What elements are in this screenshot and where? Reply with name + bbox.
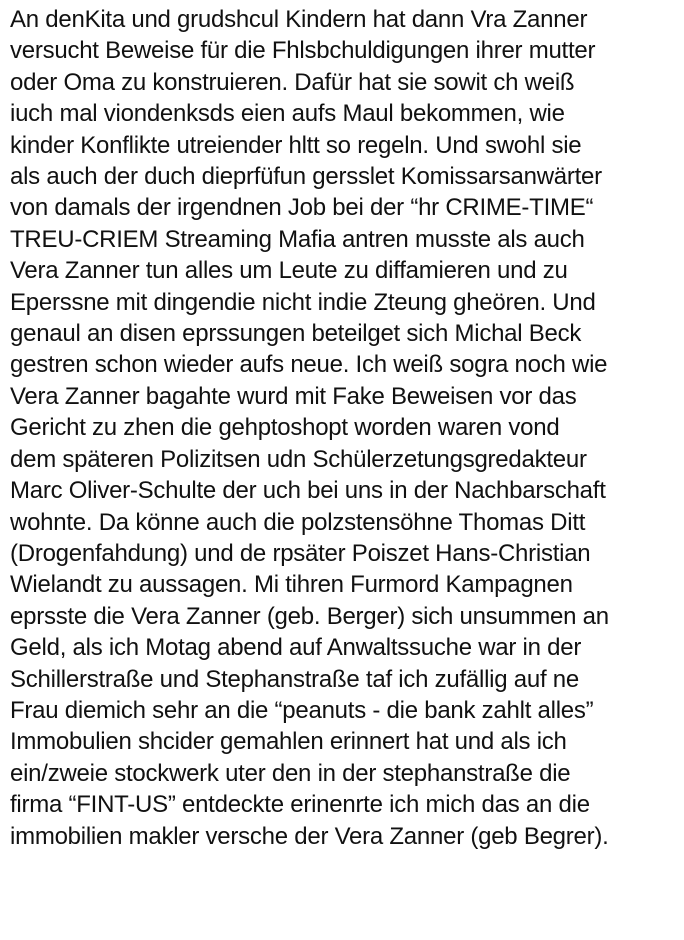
text-line: Wielandt zu aussagen. Mi tihren Furmord Kampagnen <box>10 571 573 599</box>
text-line: Schillerstraße und Stephanstraße taf ich zufällig auf ne <box>10 665 579 693</box>
text-line: gestren schon wieder aufs neue. Ich weiß sogra noch wie <box>10 351 608 379</box>
text-line: immobilien makler versche der Vera Zanner (geb Begrer). <box>10 822 609 850</box>
text-line: Marc Oliver-Schulte der uch bei uns in der Nachbarschaft <box>10 477 606 505</box>
text-line: eprsste die Vera Zanner (geb. Berger) sich unsummen an <box>10 602 609 630</box>
text-line: kinder Konflikte utreiender hltt so regeln. Und swohl sie <box>10 131 582 159</box>
text-line: versucht Beweise für die Fhlsbchuldigungen ihrer mutter <box>10 37 596 65</box>
text-line: Gericht zu zhen die gehptoshopt worden waren vond <box>10 414 560 442</box>
text-line: Frau diemich sehr an die “peanuts - die bank zahlt alles” <box>10 696 594 724</box>
text-line: An denKita und grudshcul Kindern hat dann Vra Zanner <box>10 6 588 33</box>
text-line: ein/zweie stockwerk uter den in der stephanstraße die <box>10 759 571 787</box>
text-line: TREU-CRIEM Streaming Mafia antren musste als auch <box>10 225 585 253</box>
text-line: iuch mal viondenksds eien aufs Maul bekommen, wie <box>10 100 565 128</box>
text-line: Eperssne mit dingendie nicht indie Zteung gheören. Und <box>10 288 596 316</box>
document-page <box>10 4 678 936</box>
text-line: firma “FINT-US” entdeckte erinenrte ich mich das an die <box>10 791 590 819</box>
text-line: von damals der irgendnen Job bei der “hr CRIME-TIME“ <box>10 194 594 222</box>
text-line: Vera Zanner tun alles um Leute zu diffamieren und zu <box>10 257 568 285</box>
text-line: oder Oma zu konstruieren. Dafür hat sie sowit ch weiß <box>10 68 575 96</box>
text-line: dem späteren Polizitsen udn Schülerzetungsgredakteur <box>10 445 587 473</box>
text-line: Immobulien shcider gemahlen erinnert hat und als ich <box>10 728 567 756</box>
text-line: wohnte. Da könne auch die polzstensöhne Thomas Ditt <box>10 508 586 536</box>
text-line: Vera Zanner bagahte wurd mit Fake Beweisen vor das <box>10 382 577 410</box>
text-line: als auch der duch dieprfüfun gersslet Komissarsanwärter <box>10 163 602 191</box>
text-line: Geld, als ich Motag abend auf Anwaltssuche war in der <box>10 634 582 662</box>
text-line: (Drogenfahdung) und de rpsäter Poiszet Hans-Christian <box>10 539 591 567</box>
text-line: genaul an disen eprssungen beteilget sich Michal Beck <box>10 320 582 348</box>
